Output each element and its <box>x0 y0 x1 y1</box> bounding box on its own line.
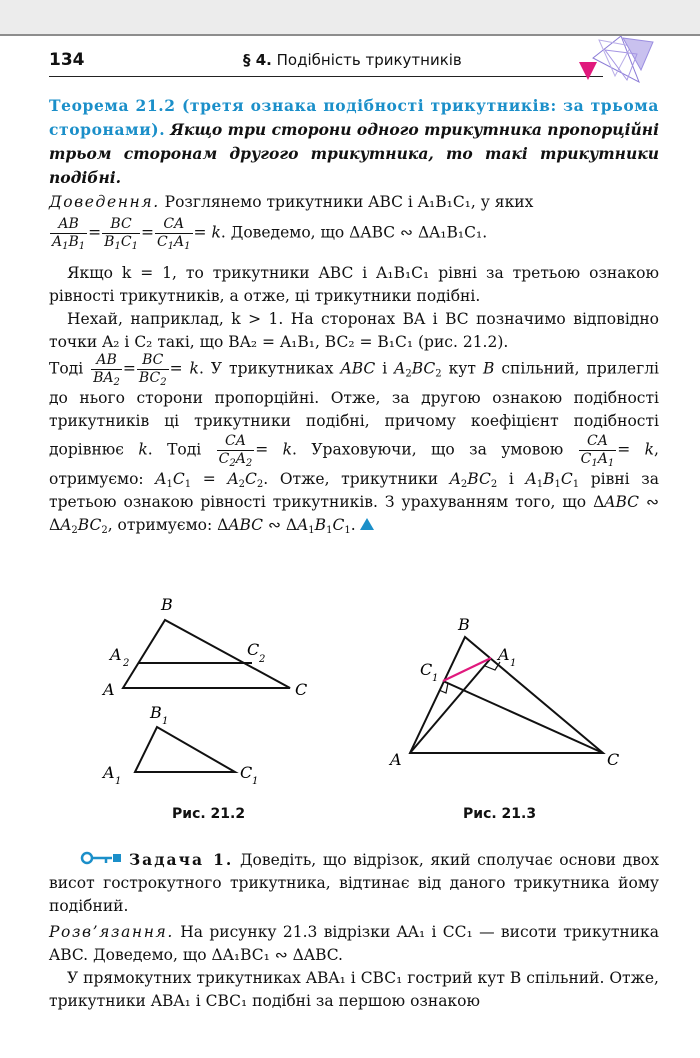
task-1-text: Доведіть, що відрізок, який сполучає основи двох висот гострокутного трикутника, відтинає від даного трикутника йому подібний. <box>49 851 659 915</box>
proof-label: Доведення. <box>49 193 160 211</box>
proof-paragraph-3: Нехай, наприклад, k > 1. На сторонах BA і BC позначимо відповідно точки A₂ і C₂ такі, що BA₂ = A₁B₁, BC₂ = B₁C₁ (рис. 21.2). <box>49 310 659 351</box>
solution-label: Розв’язання. <box>49 923 174 941</box>
proof-paragraph-3b: Тоді $\frac{AB}{BA_2}$ = $\frac{BC}{BC_2}$ = k. У трикутниках ABC і $A_2BC_2$ кут B спільний, прилеглі до нього сторони пропорційні. Отже, за другою ознакою подібності трикутників ці трикутники подібні, причому коефіцієнт подібності дорівнює k. Тоді $\frac{CA}{C_2A_2}$ = k. Ураховуючи, що за умовою $\frac{CA}{C_1A_1}$ = k, отримуємо: $A_1C_1 = A_2C_2$. Отже, трикутники $A_2BC_2$ і $A_1B_1C_1$ рівні за третьою ознакою рівності трикутників. З урахуванням того, що ΔABC ∾ $\Delta A_2BC_2$, отримуємо: ΔABC ∾ $\Delta A_1B_1C_1$. <box>49 352 660 536</box>
label-b: B <box>161 595 173 614</box>
label-b1: B <box>150 703 162 722</box>
label-c1: C <box>240 763 253 782</box>
label-a1: A <box>103 763 115 782</box>
figure-21-3 <box>385 610 635 780</box>
altitude-cc1 <box>443 681 603 753</box>
proof-ratio-line: $\frac{AB}{A_1B_1}$ = $\frac{BC}{B_1C_1}$ = $\frac{CA}{C_1A_1}$ = k. Доведемо, що ΔABC ∾ ΔA₁B₁C₁. <box>52 216 488 252</box>
label-a1-acute-sub: 1 <box>510 658 517 669</box>
fraction-bc-bc2: $\frac{BC}{BC_2}$ <box>138 352 167 388</box>
page-number: 134 <box>49 50 85 70</box>
section-title: Подібність трикутників <box>276 51 462 69</box>
solution-paragraph-1: На рисунку 21.3 відрізки AA₁ і CC₁ — висоти трикутника ABC. Доведемо, що ΔA₁BC₁ ∾ ΔABC. <box>49 923 659 964</box>
theorem-heading: Теорема 21.2 (третя ознака подібності трикутників: за трьома сторонами). <box>49 96 659 139</box>
running-header <box>243 51 462 69</box>
proof-intro: Розглянемо трикутники ABC і A₁B₁C₁, у яких <box>164 193 534 211</box>
header-rule <box>49 76 603 77</box>
fraction-ca-c2a2: $\frac{CA}{C_2A_2}$ <box>218 433 253 469</box>
label-c2: C <box>247 640 260 659</box>
corner-decoration-icon <box>575 36 655 94</box>
label-c1-acute-sub: 1 <box>432 673 439 684</box>
theorem-statement: Якщо три сторони одного трикутника пропорційні трьом сторонам другого трикутника, то такі трикутники подібні. <box>49 120 659 187</box>
figure-21-2 <box>95 590 325 795</box>
label-c-acute: C <box>607 750 620 769</box>
solution-block <box>49 921 659 967</box>
proof-paragraph-1 <box>49 191 659 214</box>
label-c1-sub: 1 <box>252 776 259 787</box>
label-a-acute: A <box>390 750 402 769</box>
fraction-ca-c1a1: $\frac{CA}{C_1A_1}$ <box>580 433 615 469</box>
proof-paragraph-2: Якщо k = 1, то трикутники ABC і A₁B₁C₁ рівні за третьою ознакою рівності трикутників, а отже, ці трикутники подібні. <box>49 264 659 305</box>
fraction-ab: $\frac{AB}{A_1B_1}$ <box>52 216 86 252</box>
label-a: A <box>103 680 115 699</box>
theorem-block <box>49 94 659 190</box>
label-a2: A <box>110 645 122 664</box>
label-c2-sub: 2 <box>259 654 266 665</box>
triangle-a1b1c1 <box>135 727 235 772</box>
fraction-ca: $\frac{CA}{C_1A_1}$ <box>156 216 191 252</box>
fraction-ab-ba2: $\frac{AB}{BA_2}$ <box>93 352 120 388</box>
label-c: C <box>295 680 308 699</box>
label-a2-sub: 2 <box>123 658 130 669</box>
proof-ratio-end: Доведемо, що ΔABC ∾ ΔA₁B₁C₁. <box>230 223 488 242</box>
end-of-proof-icon <box>360 518 374 530</box>
section-number: § 4. <box>243 51 272 69</box>
label-a1-acute: A <box>498 645 510 664</box>
label-b1-sub: 1 <box>162 716 169 727</box>
fraction-bc: $\frac{BC}{B_1C_1}$ <box>104 216 138 252</box>
task-1-label: Задача 1. <box>129 850 234 869</box>
label-c1-acute: C <box>420 660 433 679</box>
task-1-block <box>49 848 659 918</box>
figure-21-3-caption: Рис. 21.3 <box>463 806 537 822</box>
viewer-top-bar <box>0 0 700 34</box>
label-b-acute: B <box>458 615 470 634</box>
figure-21-2-caption: Рис. 21.2 <box>172 806 246 822</box>
solution-paragraph-2: У прямокутних трикутниках ABA₁ і CBC₁ гострий кут B спільний. Отже, трикутники ABA₁ і CBC₁ подібні за першою ознакою <box>49 969 659 1010</box>
label-a1-sub: 1 <box>115 776 122 787</box>
